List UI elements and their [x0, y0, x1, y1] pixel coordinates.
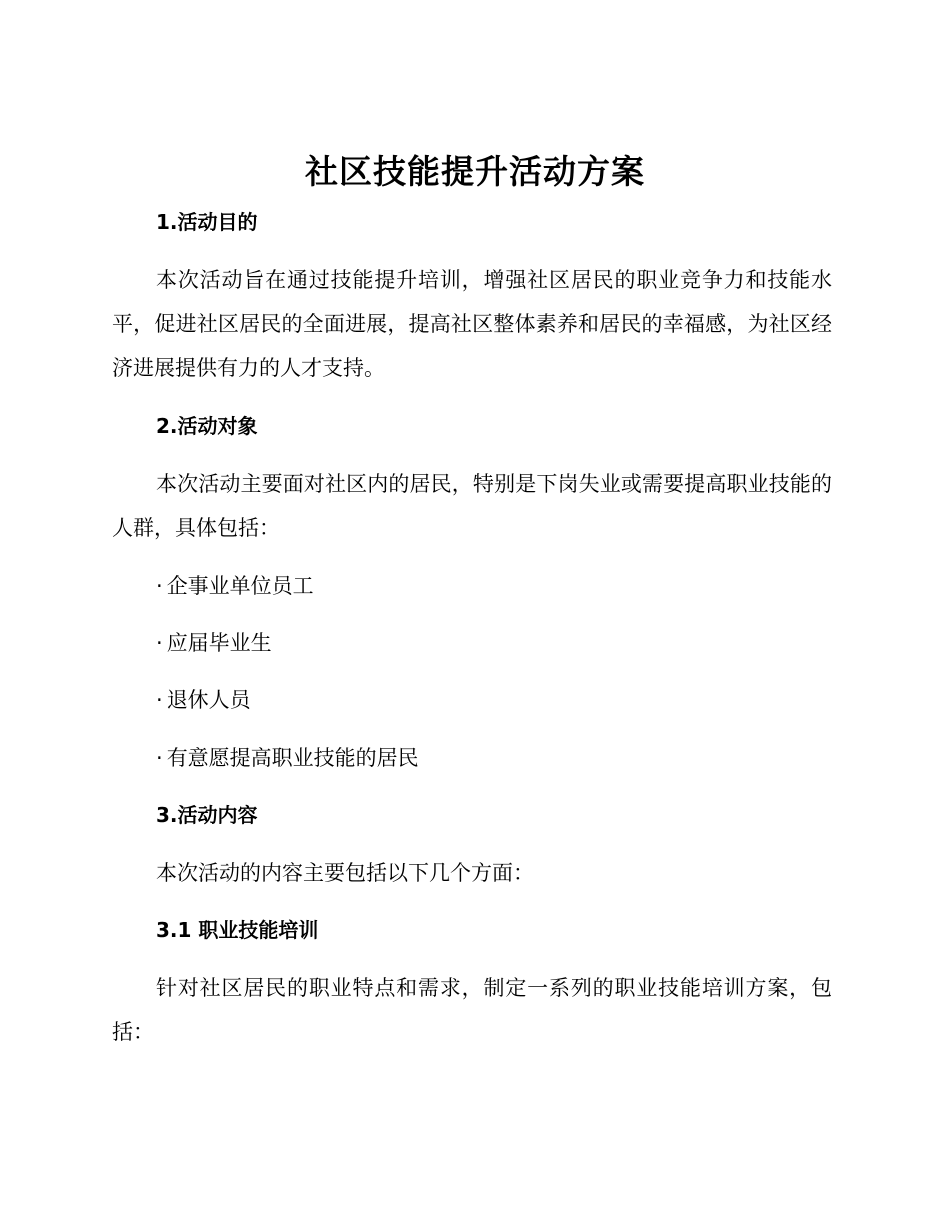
bullet-dot-icon: · [156, 746, 163, 770]
list-item-text: 企事业单位员工 [166, 574, 314, 598]
list-item [156, 686, 251, 714]
list-item-text: 应届毕业生 [166, 631, 272, 655]
section-paragraph-audience: 本次活动主要面对社区内的居民，特别是下岗失业或需要提高职业技能的人群，具体包括： [112, 472, 832, 540]
document-title: 社区技能提升活动方案 [305, 152, 645, 191]
section-heading-audience: 2.活动对象 [156, 414, 258, 438]
section-heading-content: 3.活动内容 [156, 803, 258, 827]
list-item [156, 744, 419, 772]
list-item-text: 退休人员 [166, 688, 251, 712]
list-item [156, 572, 314, 600]
list-item-text: 有意愿提高职业技能的居民 [166, 746, 419, 770]
section-paragraph-purpose: 本次活动旨在通过技能提升培训，增强社区居民的职业竞争力和技能水平，促进社区居民的全面进展，提高社区整体素养和居民的幸福感，为社区经济进展提供有力的人才支持。 [112, 268, 832, 380]
bullet-dot-icon: · [156, 631, 163, 655]
bullet-dot-icon: · [156, 574, 163, 598]
section-paragraph-training: 针对社区居民的职业特点和需求，制定一系列的职业技能培训方案，包括： [112, 976, 832, 1044]
section-paragraph-content: 本次活动的内容主要包括以下几个方面： [156, 861, 534, 885]
section-heading-training: 3.1 职业技能培训 [156, 918, 319, 942]
section-heading-purpose: 1.活动目的 [156, 210, 258, 234]
bullet-dot-icon: · [156, 688, 163, 712]
list-item [156, 629, 272, 657]
